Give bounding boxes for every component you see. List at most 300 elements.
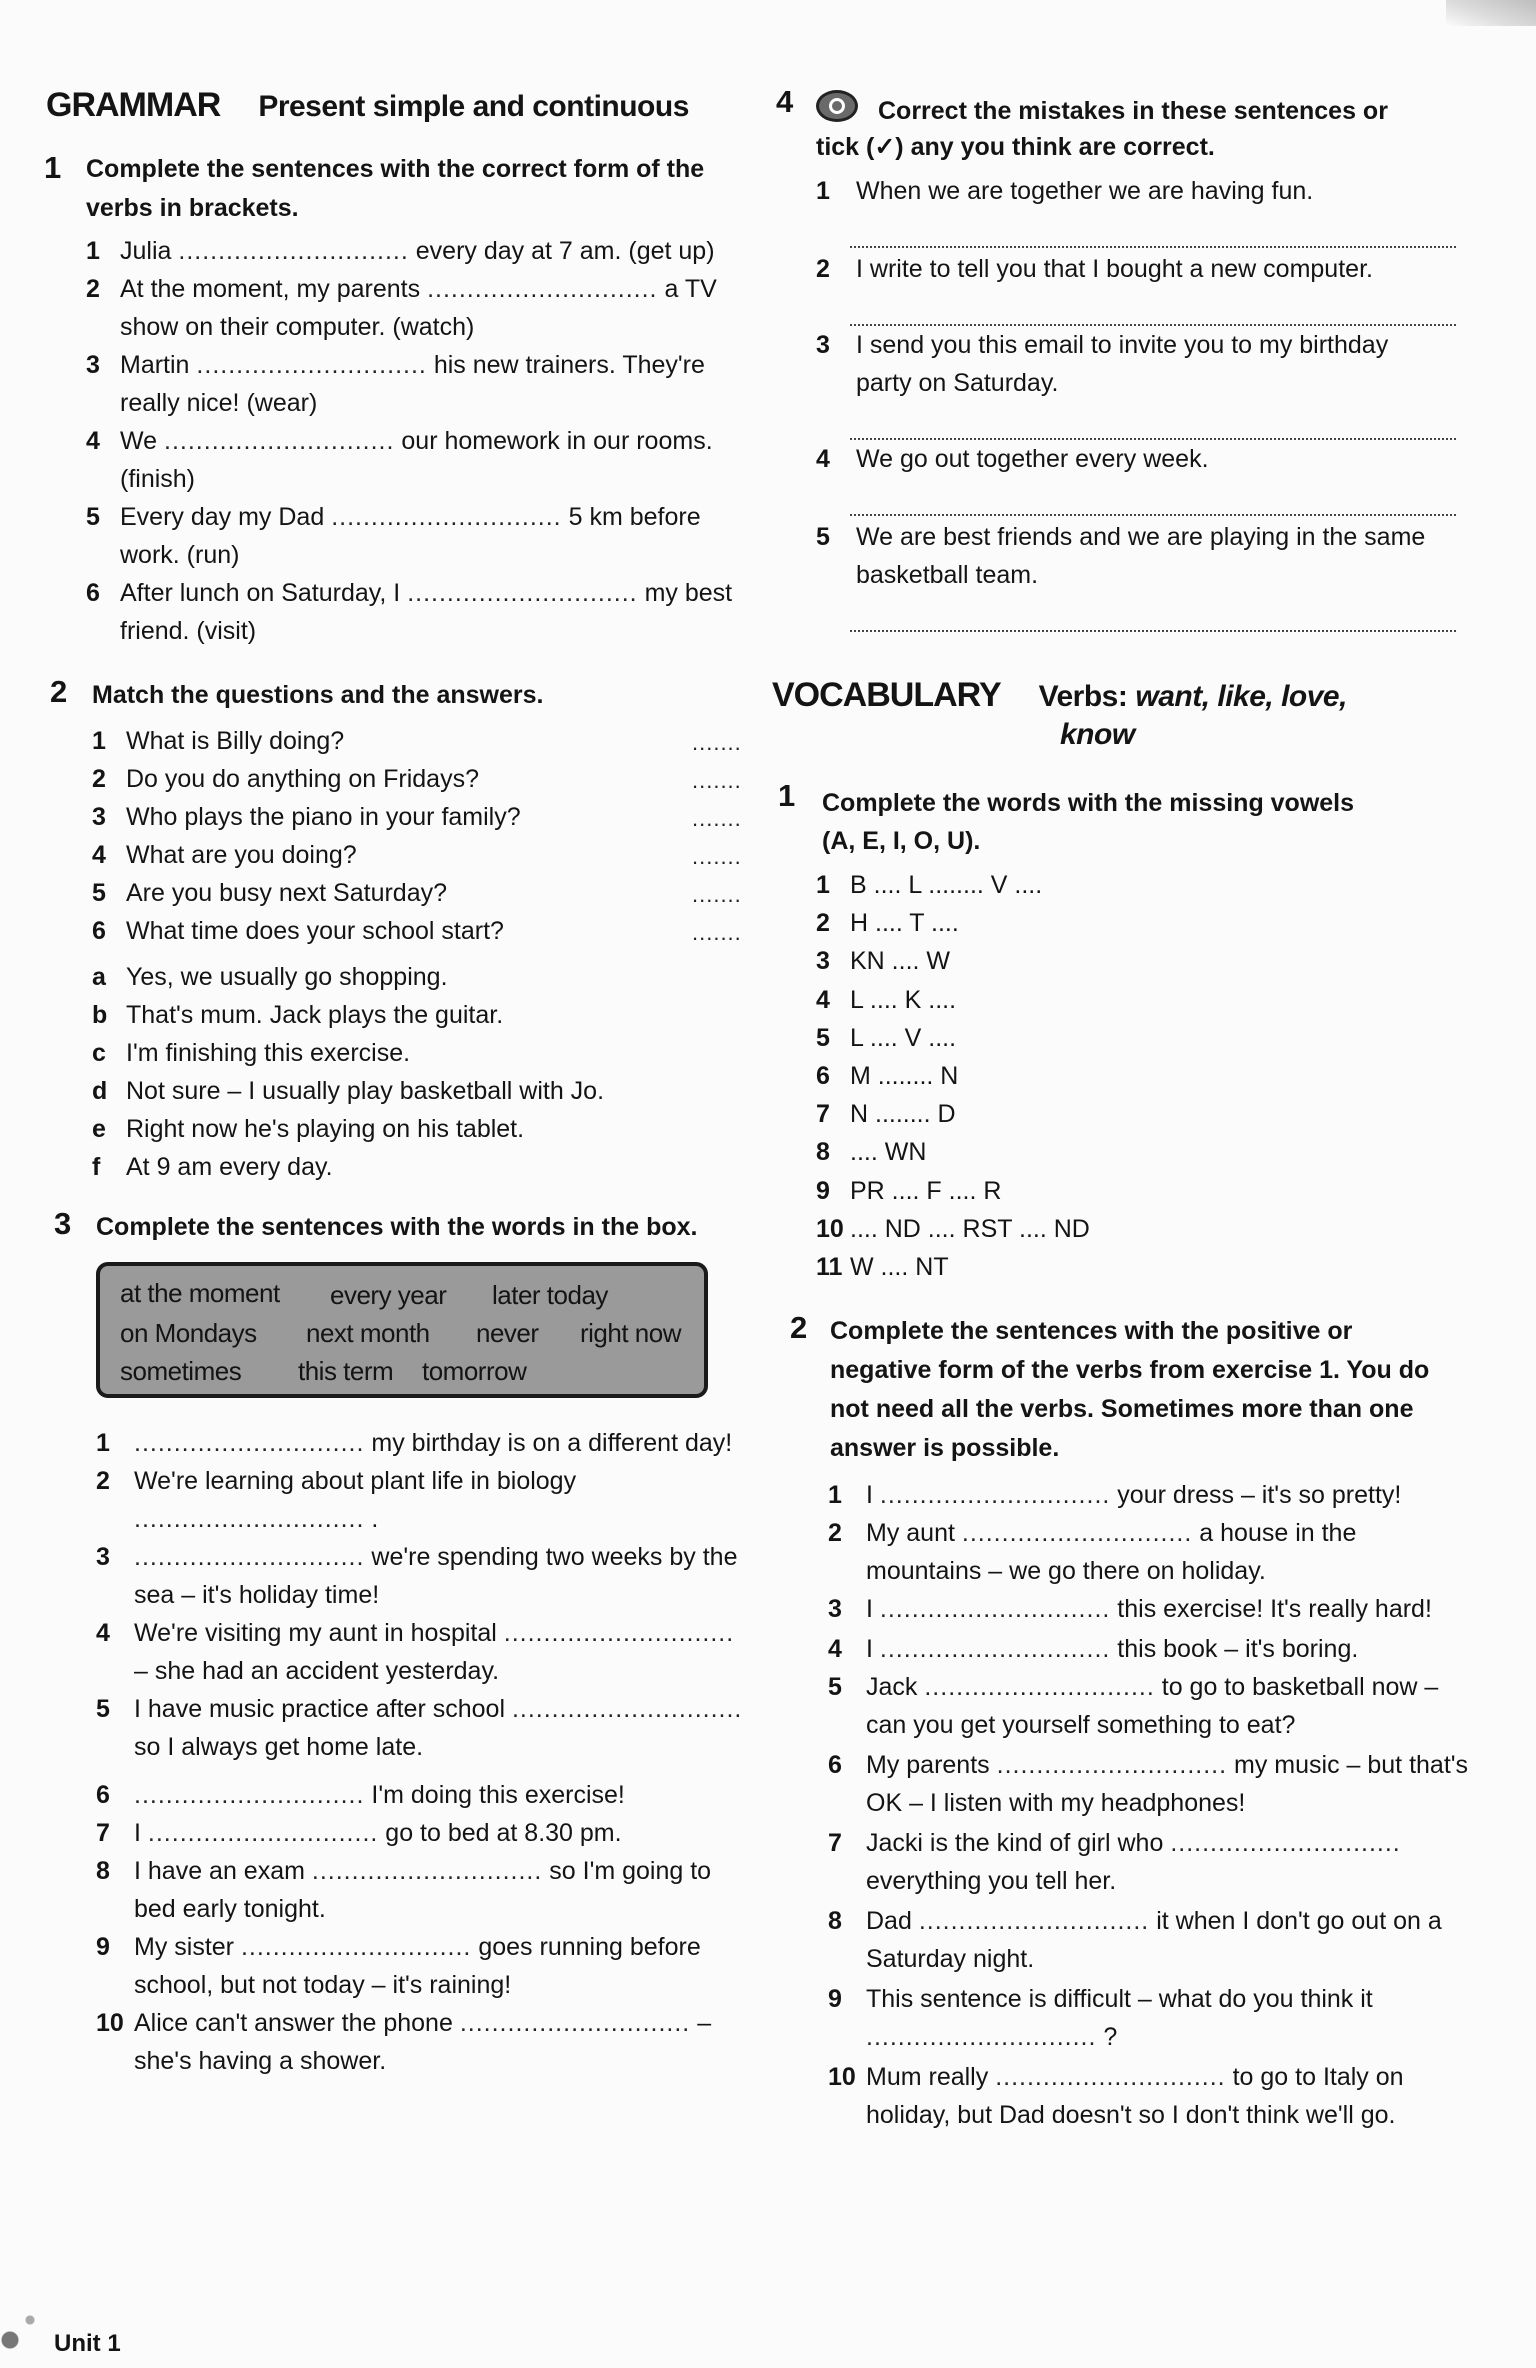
grammar-heading [46,86,689,125]
item-number: 8 [828,1907,842,1935]
item-text: . [371,1505,379,1533]
item-text: Alice can't answer the phone [134,2009,453,2037]
exercise-item [92,1072,732,1110]
item-number: 6 [96,1781,110,1809]
exercise-number: 1 [44,150,62,185]
item-text: – [697,2009,712,2037]
exercise-item [86,232,746,270]
item-number: 3 [86,351,100,379]
item-text: basketball team. [856,561,1039,589]
exercise-number: 4 [776,84,794,119]
exercise-item [96,1928,756,2004]
item-line [816,981,1216,1019]
item-text: we're spending two weeks by the [371,1543,738,1571]
item-number: 10 [96,2009,124,2037]
item-line [828,1706,1488,1744]
item-line [86,346,746,422]
item-number: 1 [828,1481,842,1509]
item-line [816,1057,1216,1095]
match-gap[interactable]: ....... [692,730,742,755]
answer-gap[interactable]: ............................. [164,427,395,455]
item-number: 3 [828,1595,842,1623]
item-number: 6 [86,579,100,607]
page-corner-shadow [1446,0,1536,26]
correction-line[interactable] [850,246,1456,248]
exercise-item [816,172,1456,210]
box-word: right now [580,1318,681,1348]
box-word: sometimes [120,1356,242,1386]
item-text: Saturday night. [866,1945,1035,1973]
answer-gap[interactable]: ............................. [147,1819,379,1847]
item-text: When we are together we are having fun. [856,177,1314,205]
item-text: my music – but that's [1234,1751,1469,1779]
item-number: 9 [96,1933,110,1961]
answer-gap[interactable]: ............................. [866,2023,1097,2051]
item-number: 5 [96,1695,110,1723]
item-line [92,874,692,912]
vowel-word: W .... NT [850,1253,949,1281]
exercise-instruction: (A, E, I, O, U). [822,827,981,855]
item-number: 2 [96,1467,110,1495]
item-line [92,996,732,1034]
item-text: Jacki is the kind of girl who [866,1829,1164,1857]
box-word: tomorrow [422,1356,527,1386]
item-number: 5 [828,1673,842,1701]
item-text: can you get yourself something to eat? [866,1711,1296,1739]
answer-gap[interactable]: ............................. [918,1907,1150,1935]
exercise-item [92,760,692,798]
item-line [816,556,1456,594]
item-line [828,1940,1488,1978]
item-number: 5 [86,503,100,531]
exercise-item [816,981,1216,1019]
item-number: 4 [86,427,100,455]
item-text: she's having a shower. [134,2047,387,2075]
vowel-word: B .... L ........ V .... [850,871,1043,899]
item-text: our homework in our rooms. (finish) [120,427,713,493]
item-text: to go to basketball now – [1161,1673,1439,1701]
item-number: 2 [86,275,100,303]
item-text: My sister [134,1933,234,1961]
exercise-item [96,1690,756,1766]
exercise-item [86,270,746,346]
question-text: Do you do anything on Fridays? [126,765,479,793]
item-line [96,1814,756,1852]
vowel-word: H .... T .... [850,909,959,938]
item-line [816,1210,1216,1248]
item-line [816,172,1456,210]
exercise-item [816,904,1216,942]
item-text: Julia [120,237,172,265]
speaking-icon [816,90,868,122]
exercise-item [86,346,746,422]
item-text: I write to tell you that I bought a new computer. [856,255,1373,283]
item-text: Mum really [866,2063,989,2091]
item-text: every day at 7 am. (get up) [415,237,715,265]
item-text: We're learning about plant life in biology [134,1467,577,1495]
answer-gap[interactable]: ............................. [134,1781,365,1809]
item-line [816,250,1456,288]
vowel-word: N ........ D [850,1100,956,1129]
vowel-word: L .... V .... [850,1023,957,1052]
exercise-item [92,1148,732,1186]
item-number: 2 [828,1519,842,1547]
item-line [816,1133,1216,1171]
item-number: a [92,963,106,991]
item-number: 3 [96,1543,110,1571]
exercise-item [828,1476,1488,1514]
answer-gap[interactable]: ............................. [427,275,658,303]
grammar-title: Present simple and continuous [258,90,689,123]
item-line [96,1576,756,1614]
item-line [828,2058,1488,2096]
item-line [828,1590,1488,1628]
exercise-item [816,326,1456,402]
item-text: Jack [866,1673,918,1701]
answer-gap[interactable]: ............................. [134,1429,365,1457]
match-gap[interactable]: ....... [692,806,742,831]
item-number: 2 [92,765,106,793]
answer-gap[interactable]: ............................. [459,2009,691,2037]
answer-gap[interactable]: ............................. [311,1857,543,1885]
item-number: 2 [816,255,830,283]
item-line [92,1072,732,1110]
item-number: 4 [96,1619,110,1647]
exercise-item [828,1514,1488,1590]
item-text: We go out together every week. [856,445,1209,473]
question-text: Who plays the piano in your family? [126,803,521,831]
item-text: a TV show on their computer. (watch) [120,275,717,341]
item-line [828,1862,1488,1900]
vowel-word: KN .... W [850,947,950,976]
item-line [816,518,1456,556]
item-line [816,904,1216,942]
exercise-instruction: Match the questions and the answers. [92,681,544,709]
item-text: a house in the [1199,1519,1357,1547]
item-line [96,2004,756,2042]
item-line [816,1248,1216,1286]
answer-gap[interactable]: ............................. [503,1619,735,1647]
item-text: Every day my Dad [120,503,325,531]
item-number: 10 [816,1214,844,1243]
item-number: 6 [816,1062,830,1090]
unit-label: Unit 1 [54,2330,121,2357]
item-line [92,958,732,996]
answer-gap[interactable]: ............................. [134,1543,365,1571]
vocabulary-title-words: want, like, love, [1135,680,1347,713]
item-line [96,1462,756,1500]
exercise-item [816,440,1456,478]
item-number: 1 [92,727,106,755]
exercise-item [92,836,692,874]
vocabulary-label: VOCABULARY [772,676,1001,714]
exercise-item [816,1095,1216,1133]
page-footer [0,2310,260,2368]
item-text: mountains – we go there on holiday. [866,1557,1266,1585]
exercise-instruction: answer is possible. [830,1434,1060,1462]
box-word: this term [298,1356,394,1386]
exercise-number: 3 [54,1206,72,1241]
item-line [92,912,692,950]
item-line [816,942,1216,980]
vowel-word: PR .... F .... R [850,1176,1002,1205]
grammar-label: GRAMMAR [46,86,221,124]
exercise-item [828,1746,1488,1822]
item-text: so I'm going to [549,1857,712,1885]
item-text: My parents [866,1751,990,1779]
item-line [828,1902,1488,1940]
item-line [816,364,1456,402]
exercise-item [86,574,746,650]
ink-splash-decoration [0,2310,50,2368]
item-number: c [92,1039,106,1067]
item-text: this book – it's boring. [1117,1635,1359,1663]
correction-line[interactable] [850,630,1456,632]
vowel-word: .... ND .... RST .... ND [850,1214,1090,1243]
item-number: 4 [816,985,830,1014]
exercise-item [816,1210,1216,1248]
answer-text: Right now he's playing on his tablet. [126,1115,525,1143]
item-line [96,1690,756,1728]
box-word: every year [330,1280,447,1310]
answer-gap[interactable]: ............................. [961,1519,1193,1547]
item-line [86,574,746,650]
exercise-item [828,1590,1488,1628]
item-text: After lunch on Saturday, I [120,579,401,607]
item-line [96,1966,756,2004]
word-box [96,1262,708,1398]
answer-gap[interactable]: ............................. [511,1695,743,1723]
item-line [828,1746,1488,1784]
item-text: We're visiting my aunt in hospital [134,1619,497,1647]
item-line [96,1424,756,1462]
exercise-item [828,1824,1488,1900]
item-text: We are best friends and we are playing in the same [856,523,1426,551]
item-line [828,1980,1488,2018]
item-text: – she had an accident yesterday. [134,1657,500,1685]
item-text: sea – it's holiday time! [134,1581,380,1609]
question-text: Are you busy next Saturday? [126,879,448,907]
answer-gap[interactable]: ............................. [924,1673,1155,1701]
item-text: We [120,427,158,455]
exercise-item [92,958,732,996]
exercise-number: 1 [778,778,796,813]
item-line [828,1552,1488,1590]
item-line [96,1614,756,1652]
item-text: party on Saturday. [856,369,1059,397]
item-text: I [866,1481,873,1509]
item-text: my best friend. (visit) [120,579,733,645]
exercise-item [92,912,692,950]
item-text: Martin [120,351,190,379]
box-word: on Mondays [120,1318,257,1348]
item-number: b [92,1001,108,1029]
item-text: goes running before [478,1933,701,1961]
item-text: I have an exam [134,1857,305,1885]
item-line [828,2096,1488,2134]
item-line [92,1148,732,1186]
exercise-instruction: negative form of the verbs from exercise 1. You do [830,1356,1430,1384]
exercise-item [816,518,1456,594]
item-number: d [92,1077,108,1105]
answer-gap[interactable]: ............................. [196,351,427,379]
item-line [816,1095,1216,1133]
item-number: 3 [816,331,830,359]
item-line [816,1172,1216,1210]
item-text: to go to Italy on [1232,2063,1404,2091]
answer-gap[interactable]: ............................. [996,1751,1228,1779]
item-number: 4 [816,445,830,473]
item-number: 5 [816,523,830,551]
answer-gap[interactable]: ............................. [240,1933,472,1961]
exercise-item [96,1852,756,1928]
exercise-item [86,498,746,574]
item-text: his new trainers. They're really nice! (wear) [120,351,705,417]
exercise-item [828,1980,1488,2056]
item-number: e [92,1115,106,1143]
item-text: At the moment, my parents [120,275,421,303]
item-number: 9 [828,1985,842,2013]
item-text: your dress – it's so pretty! [1117,1481,1402,1509]
item-number: 11 [816,1253,843,1281]
answer-gap[interactable]: ............................. [331,503,562,531]
item-text: I have music practice after school [134,1695,505,1723]
item-text: bed early tonight. [134,1895,326,1923]
item-number: 5 [92,879,106,907]
exercise-item [96,1424,756,1462]
item-line [816,440,1456,478]
item-text: Dad [866,1907,912,1935]
item-line [96,1728,756,1766]
box-word: never [476,1318,539,1348]
item-line [92,1110,732,1148]
item-number: 7 [96,1819,110,1847]
question-text: What is Billy doing? [126,727,345,755]
item-line [828,1824,1488,1862]
item-number: 8 [96,1857,110,1885]
item-number: f [92,1153,101,1181]
box-word: at the moment [120,1278,280,1308]
box-word: later today [492,1280,608,1310]
item-number: 1 [816,871,830,899]
item-line [828,1514,1488,1552]
answer-gap[interactable]: ............................. [995,2063,1226,2091]
exercise-item [92,996,732,1034]
match-gap[interactable]: ....... [692,882,742,907]
answer-gap[interactable]: ............................. [1170,1829,1401,1857]
item-line [828,1668,1488,1706]
item-line [828,1476,1488,1514]
answer-gap[interactable]: ............................. [879,1635,1111,1663]
item-text: I'm doing this exercise! [371,1781,625,1809]
item-line [96,1652,756,1690]
exercise-instruction: not need all the verbs. Sometimes more than one [830,1395,1414,1423]
item-line [92,1034,732,1072]
item-text: go to bed at 8.30 pm. [385,1819,622,1847]
item-line [96,1890,756,1928]
item-text: OK – I listen with my headphones! [866,1789,1246,1817]
exercise-item [816,866,1216,904]
item-text: holiday, but Dad doesn't so I don't think we'll go. [866,2101,1396,2129]
item-line [96,2042,756,2080]
exercise-item [816,1248,1216,1286]
exercise-instruction: Complete the words with the missing vowels [822,789,1355,817]
exercise-item [816,1057,1216,1095]
item-line [816,326,1456,364]
match-gap[interactable]: ....... [692,768,742,793]
item-text: I [866,1595,873,1623]
item-line [86,270,746,346]
item-line [828,1630,1488,1668]
exercise-item [816,1019,1216,1057]
match-gap[interactable]: ....... [692,844,742,869]
question-text: What time does your school start? [126,917,504,945]
item-text: 5 km before work. (run) [120,503,701,569]
answer-gap[interactable]: ............................. [134,1505,365,1533]
item-number: 6 [828,1751,842,1779]
exercise-item [96,2004,756,2080]
answer-text: I'm finishing this exercise. [126,1039,411,1067]
item-text: everything you tell her. [866,1867,1117,1895]
item-line [92,760,692,798]
exercise-item [92,798,692,836]
answer-gap[interactable]: ............................. [178,237,409,265]
item-number: 4 [828,1635,842,1663]
exercise-item [96,1776,756,1814]
correction-line[interactable] [850,514,1456,516]
item-number: 2 [816,909,830,938]
answer-gap[interactable]: ............................. [879,1595,1111,1623]
exercise-instruction: Correct the mistakes in these sentences or [878,97,1388,125]
exercise-item [86,422,746,498]
item-line [96,1776,756,1814]
item-number: 8 [816,1138,830,1167]
item-text: ? [1103,2023,1118,2051]
item-text: I send you this email to invite you to my birthday [856,331,1389,359]
vocabulary-title-words-cont: know [1060,718,1135,751]
answer-gap[interactable]: ............................. [407,579,638,607]
exercise-instruction: Complete the sentences with the correct form of the verbs in brackets. [86,155,705,222]
exercise-item [92,722,692,760]
item-number: 1 [86,237,100,265]
vocabulary-heading [772,676,1347,715]
item-line [828,1784,1488,1822]
exercise-item [96,1538,756,1614]
item-line [828,2018,1488,2056]
item-text: My aunt [866,1519,955,1547]
match-gap[interactable]: ....... [692,920,742,945]
item-text: I [866,1635,873,1663]
exercise-item [92,1034,732,1072]
exercise-item [96,1614,756,1690]
exercise-instruction: Complete the sentences with the positive or [830,1317,1353,1345]
exercise-item [828,2058,1488,2134]
item-text: school, but not today – it's raining! [134,1971,512,1999]
answer-gap[interactable]: ............................. [879,1481,1111,1509]
item-number: 3 [816,947,830,976]
item-number: 6 [92,917,106,945]
item-line [96,1852,756,1890]
item-line [86,232,746,270]
item-line [816,866,1216,904]
item-line [86,422,746,498]
item-number: 5 [816,1023,830,1052]
exercise-number: 2 [790,1310,808,1345]
box-word: next month [306,1318,430,1348]
vowel-word: M ........ N [850,1062,959,1090]
answer-text: Yes, we usually go shopping. [126,963,448,991]
exercise-item [92,874,692,912]
